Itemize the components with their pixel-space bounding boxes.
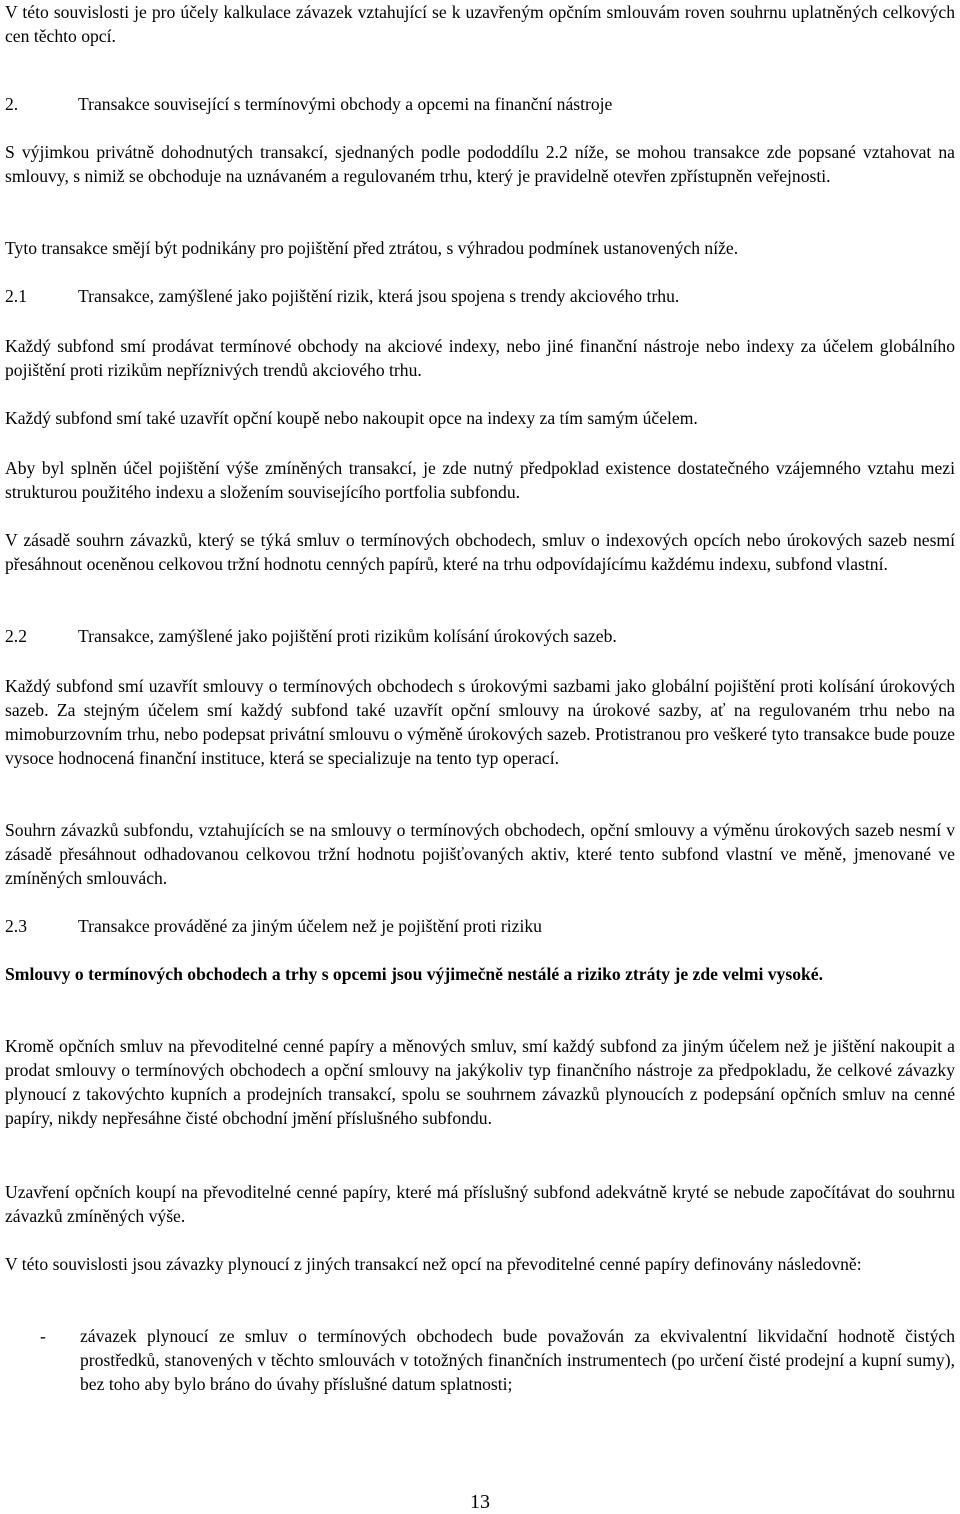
paragraph-risk-warning: Smlouvy o termínových obchodech a trhy s opcemi jsou výjimečně nestálé a riziko ztráty je zde velmi vysoké.: [5, 964, 823, 984]
list-item: [5, 1324, 955, 1396]
heading-2-1: [5, 284, 955, 308]
paragraph-correlation: Aby byl splněn účel pojištění výše zmíněných transakcí, je zde nutný předpoklad existence dostatečného vzájemného vztahu mezi strukturou použitého indexu a složením souvisejícího portfolia subfondu.: [5, 458, 955, 502]
heading-number: 2.3: [5, 916, 27, 936]
paragraph-commitments-limit: V zásadě souhrn závazků, který se týká smluv o termínových obchodech, smluv o indexových opcích nebo úrokových sazeb nesmí přesáhnout oceněnou celkovou tržní hodnotu cenných papírů, které na trhu odpovídajícímu každému indexu, subfond vlastní.: [5, 530, 955, 574]
heading-number: 2.: [5, 94, 19, 114]
heading-text: Transakce, zamýšlené jako pojištění proti rizikům kolísání úrokových sazeb.: [78, 626, 617, 646]
heading-2-2: [5, 624, 955, 648]
paragraph-index-options: Každý subfond smí také uzavřít opční koupě nebo nakoupit opce na indexy za tím samým účelem.: [5, 408, 698, 428]
paragraph-exceptions: S výjimkou privátně dohodnutých transakcí, sjednaných podle pododdílu 2.2 níže, se mohou transakce zde popsané vztahovat na smlouvy, s nimiž se obchoduje na uznávaném a regulovaném trhu, který je pravidelně otevřen zpřístupněn veřejnosti.: [5, 142, 955, 186]
paragraph-non-hedging-transactions: Kromě opčních smluv na převoditelné cenné papíry a měnových smluv, smí každý subfond za jiným účelem než je jištění nakoupit a prodat smlouvy o termínových obchodech a opční smlouvy na jakýkoliv typ finančního nástroje za předpokladu, že celkové závazky plynoucí z takovýchto kupních a prodejních transakcí, spolu se souhrnem závazků plynoucích z podepsání opčních smluv na cenné papíry, nikdy nepřesáhne čisté obchodní jmění příslušného subfondu.: [5, 1036, 955, 1128]
list-item-text: závazek plynoucí ze smluv o termínových obchodech bude považován za ekvivalentní likvidační hodnotě čistých prostředků, stanovených v těchto smlouvách v totožných finančních instrumentech (po určení čisté prodejní a kupní sumy), bez toho aby bylo bráno do úvahy příslušné datum splatnosti;: [80, 1326, 955, 1394]
paragraph-covered-options: Uzavření opčních koupí na převoditelné cenné papíry, které má příslušný subfond adekvátně kryté se nebude započítávat do souhrnu závazků zmíněných výše.: [5, 1182, 955, 1226]
list-bullet: -: [40, 1326, 46, 1346]
paragraph-interest-commitments: Souhrn závazků subfondu, vztahujících se na smlouvy o termínových obchodech, opční smlouvy a výměnu úrokových sazeb nesmí v zásadě přesáhnout odhadovanou celkovou tržní hodnotu pojišťovaných aktiv, které tento subfond vlastní ve měně, jmenované ve zmíněných smlouvách.: [5, 820, 955, 888]
heading-2-3: [5, 914, 955, 938]
paragraph-definitions-intro: V této souvislosti jsou závazky plynoucí z jiných transakcí než opcí na převoditelné cenné papíry definovány následovně:: [5, 1254, 862, 1274]
paragraph-index-futures: Každý subfond smí prodávat termínové obchody na akciové indexy, nebo jiné finanční nástroje nebo indexy za účelem globálního pojištění proti rizikům nepříznivých trendů akciového trhu.: [5, 336, 955, 380]
heading-text: Transakce prováděné za jiným účelem než je pojištění proti riziku: [78, 916, 542, 936]
heading-text: Transakce související s termínovými obchody a opcemi na finanční nástroje: [78, 94, 613, 114]
paragraph-intro: V této souvislosti je pro účely kalkulace závazek vztahující se k uzavřeným opčním smlouvám roven souhrnu uplatněných celkových cen těchto opcí.: [5, 2, 955, 46]
heading-number: 2.2: [5, 626, 27, 646]
paragraph-hedging-purpose: Tyto transakce smějí být podnikány pro pojištění před ztrátou, s výhradou podmínek ustanovených níže.: [5, 238, 739, 258]
heading-text: Transakce, zamýšlené jako pojištění rizik, která jsou spojena s trendy akciového trhu.: [78, 286, 680, 306]
paragraph-interest-rate-hedging: Každý subfond smí uzavřít smlouvy o termínových obchodech s úrokovými sazbami jako globální pojištění proti kolísání úrokových sazeb. Za stejným účelem smí každý subfond také uzavřít opční smlouvy na úrokové sazby, ať na regulovaném trhu nebo na mimoburzovním trhu, nebo podepsat privátní smlouvu o výměně úrokových sazeb. Protistranou pro veškeré tyto transakce bude pouze vysoce hodnocená finanční instituce, která se specializuje na tento typ operací.: [5, 676, 955, 768]
heading-2: [5, 92, 955, 116]
heading-number: 2.1: [5, 286, 27, 306]
page-number: 13: [470, 1491, 490, 1513]
document-page: [5, 0, 955, 1513]
